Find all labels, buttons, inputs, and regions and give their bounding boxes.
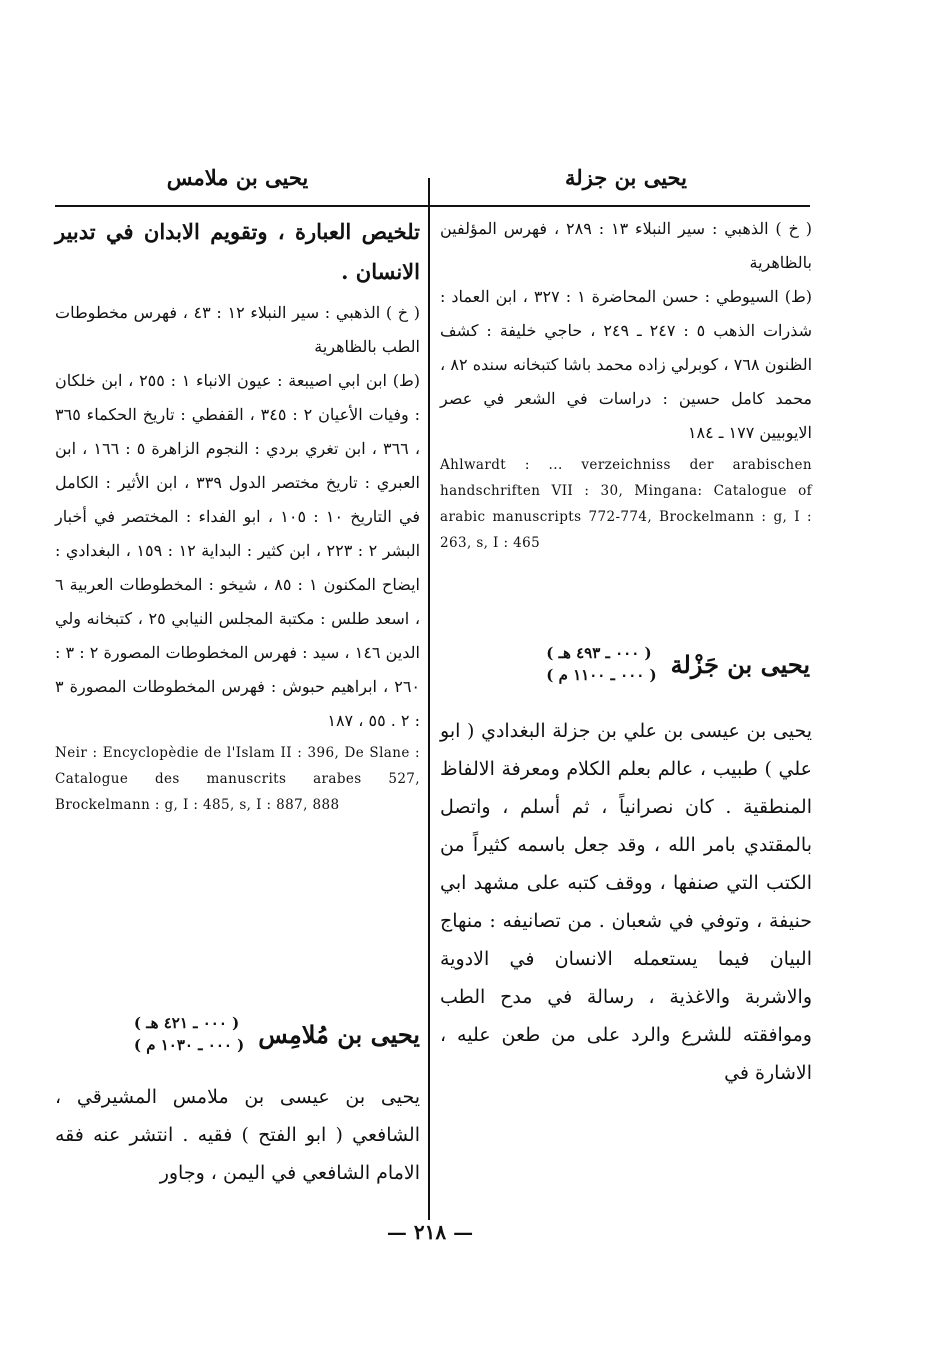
right-column [440, 212, 812, 556]
left-column-header: يحيى بن ملامس [166, 165, 309, 190]
right-refs-manuscripts: ( خ ) الذهبي : سير النبلاء ١٣ : ٢٨٩ ، فهرس المؤلفين بالظاهرية [440, 219, 813, 272]
header-rule [55, 205, 810, 207]
left-intro: تلخيص العبارة ، وتقويم الابدان في تدبير الانسان . [55, 219, 420, 284]
column-divider [428, 178, 430, 1220]
entry-dates [546, 642, 656, 686]
entry-dates [134, 1012, 244, 1056]
date-hijri: ( ٠٠٠ ـ ٤٩٣ هـ ) [546, 644, 652, 662]
right-entry-body-wrap [440, 712, 812, 1092]
left-entry-body-wrap [55, 1078, 420, 1192]
page-number: — ٢١٨ — [386, 1220, 474, 1244]
left-entry-body: يحيى بن عيسى بن ملامس المشيرقي ، الشافعي ( ابو الفتح ) فقيه . انتشر عنه فقه الامام الشافعي في اليمن ، وجاور [55, 1086, 420, 1184]
left-refs-manuscripts: ( خ ) الذهبي : سير النبلاء ١٢ : ٤٣ ، فهرس مخطوطات الطب بالظاهرية [55, 303, 421, 356]
right-column-header: يحيى بن جزلة [565, 165, 687, 190]
left-refs-latin: Neir : Encyclopèdie de l'Islam II : 396, De Slane : Catalogue des manuscrits arabes 527, Brockelmann : g, I : 485, s, I : 887, 888 [55, 745, 420, 813]
date-gregorian: ( ٠٠٠ ـ ١٠٣٠ م ) [133, 1036, 245, 1054]
right-refs-latin: Ahlwardt : ... verzeichniss der arabischen handschriften VII : 30, Mingana: Catalogue of arabic manuscripts 772-774, Brockelmann : g, I : 263, s, I : 465 [440, 457, 812, 551]
right-refs-printed: (ط) السيوطي : حسن المحاضرة ١ : ٣٢٧ ، ابن العماد : شذرات الذهب ٥ : ٢٤٧ ـ ٢٤٩ ، حاجي خليفة : كشف الظنون ٧٦٨ ، كوبرلي زاده محمد باشا كتبخانه سنده ٨٢ ، محمد كامل حسين : دراسات في الشعر في عصر الايوبيين ١٧٧ ـ ١٨٤ [440, 287, 813, 442]
entry-heading-yahya-ibn-jazla [450, 642, 810, 686]
date-gregorian: ( ٠٠٠ ـ ١١٠٠ م ) [546, 666, 657, 684]
left-refs-printed: (ط) ابن ابي اصيبعة : عيون الانباء ١ : ٢٥٥ ، ابن خلكان : وفيات الأعيان ٢ : ٣٤٥ ، القفطي : تاريخ الحكماء ٣٦٥ ، ٣٦٦ ، ابن تغري بردي : النجوم الزاهرة ٥ : ١٦٦ ، ابن العبري : تاريخ مختصر الدول ٣٣٩ ، ابن الأثير : الكامل في التاريخ ١٠ : ١٠٥ ، ابو الفداء : المختصر في أخبار البشر ٢ : ٢٢٣ ، ابن كثير : البداية ١٢ : ١٥٩ ، البغدادي : ايضاح المكنون ١ : ٨٥ ، شيخو : المخطوطات العربية ٦ ، اسعد طلس : مكتبة المجلس النيابي ٢٥ ، كتبخانه ولي الدين ١٤٦ ، سيد : فهرس المخطوطات المصورة ٢ : ٣ : ٢٦٠ ، ابراهيم حبوش : فهرس المخطوطات المصورة ٣ : ٢ . ٥٥ ، ١٨٧ [55, 371, 421, 730]
entry-name: يحيى بن جَزْلة [670, 649, 810, 679]
right-entry-body: يحيى بن عيسى بن علي بن جزلة البغدادي ( ابو علي ) طبيب ، عالم بعلم الكلام ومعرفة الالفاظ المنطقية . كان نصرانياً ، ثم أسلم ، واتصل بالمقتدي بامر الله ، وقد جعل باسمه كثيراً من الكتب التي صنفها ، ووقف كتبه على مشهد ابي حنيفة ، وتوفي في شعبان . من تصانيفه : منهاج البيان فيما يستعمله الانسان في الادوية والاشربة والاغذية ، رسالة في مدح الطب وموافقته للشرع والرد على من طعن عليه ، الاشارة في [440, 720, 812, 1084]
date-hijri: ( ٠٠٠ ـ ٤٢١ هـ ) [133, 1014, 240, 1032]
left-column [55, 212, 420, 818]
entry-heading-yahya-ibn-mulamis [60, 1012, 420, 1056]
entry-name: يحيى بن مُلامِس [258, 1019, 420, 1049]
